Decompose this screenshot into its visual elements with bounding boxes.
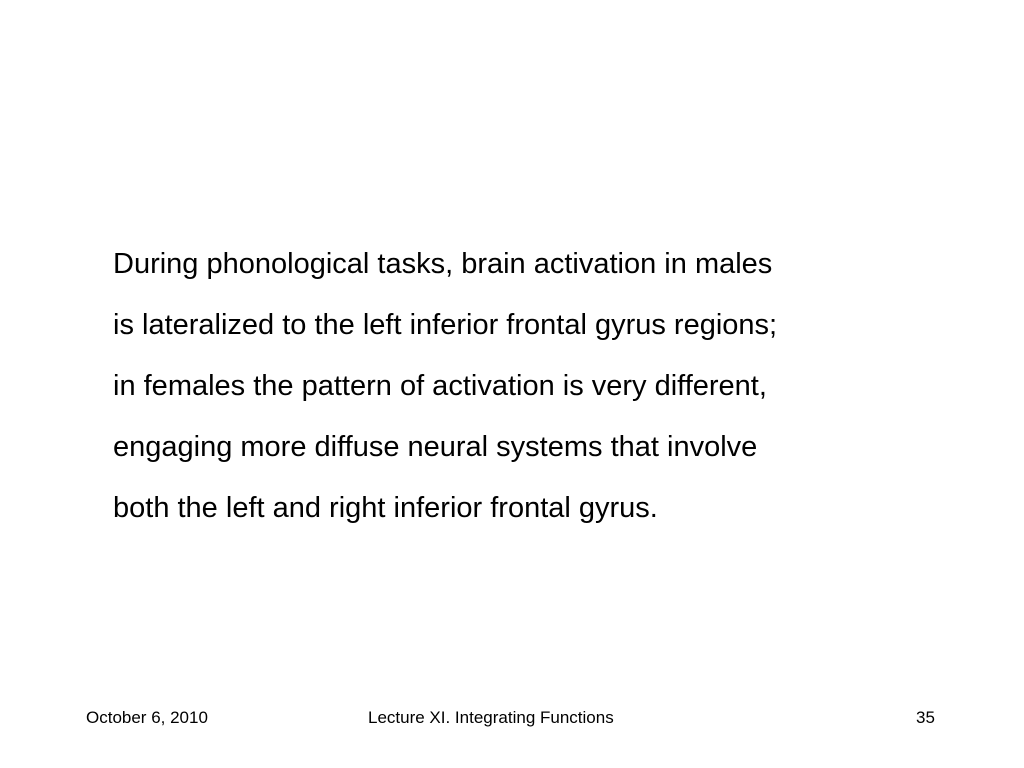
body-line: is lateralized to the left inferior frontal gyrus regions;	[113, 309, 778, 341]
footer-page-number: 35	[916, 708, 935, 727]
body-line: During phonological tasks, brain activation in males	[113, 248, 773, 280]
footer-title: Lecture XI. Integrating Functions	[368, 708, 614, 727]
footer-date: October 6, 2010	[86, 708, 208, 727]
slide-body-text	[113, 240, 933, 545]
body-line: in females the pattern of activation is very different,	[113, 370, 767, 402]
body-line: both the left and right inferior frontal gyrus.	[113, 492, 658, 524]
body-line: engaging more diffuse neural systems that involve	[113, 431, 758, 463]
